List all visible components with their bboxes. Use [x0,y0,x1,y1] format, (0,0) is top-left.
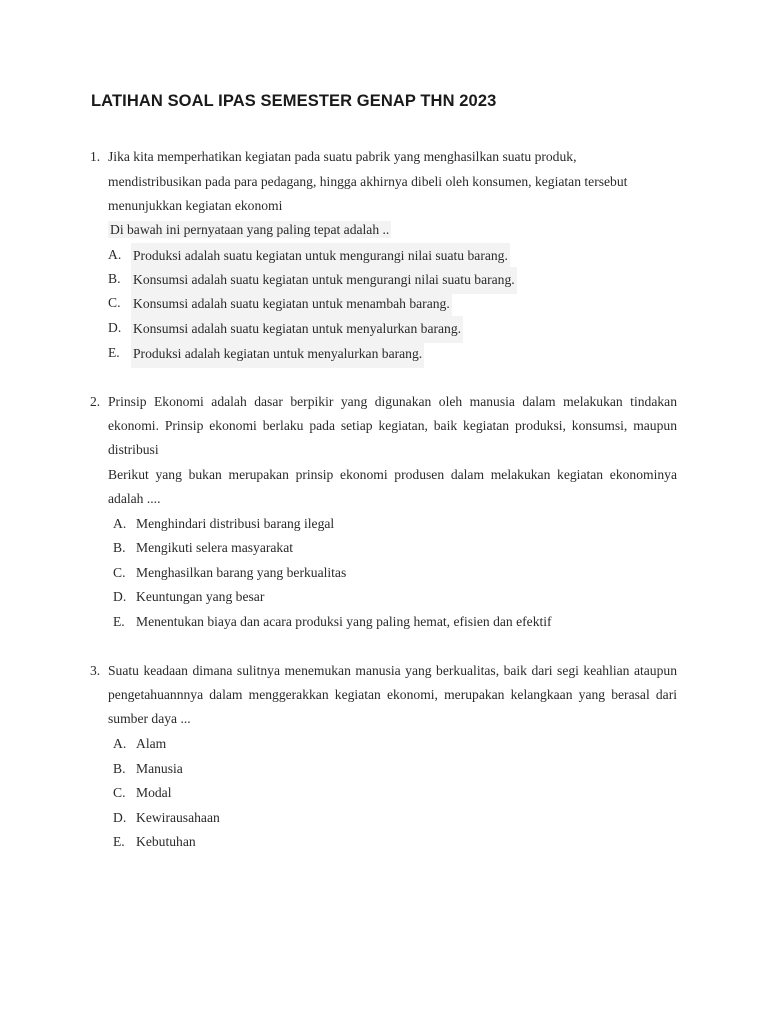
option-letter: A. [108,247,122,262]
question-text-line: sumber daya ... [108,711,191,726]
question-text-line: Prinsip Ekonomi adalah dasar berpikir yang digunakan oleh manusia dalam melakukan tindakan [108,394,677,409]
question-prompt [108,218,677,243]
option-text: Produksi adalah kegiatan untuk menyalurkan barang. [131,341,424,368]
option-text: Konsumsi adalah suatu kegiatan untuk menyalurkan barang. [131,316,463,343]
option-text: Kewirausahaan [136,810,220,825]
option-text: Menentukan biaya dan acara produksi yang paling hemat, efisien dan efektif [136,614,552,629]
option-letter: D. [113,810,127,825]
option-text: Konsumsi adalah suatu kegiatan untuk menambah barang. [131,291,452,318]
option-letter: C. [108,295,121,310]
question-text-line: mendistribusikan pada para pedagang, hingga akhirnya dibeli oleh konsumen, kegiatan tersebut [108,174,628,189]
option-letter: E. [113,834,125,849]
option-letter: B. [113,761,126,776]
option-letter: C. [113,565,126,580]
option-letter: A. [113,736,127,751]
question-text-line: pengetahuannnya dalam menggerakkan kegiatan ekonomi, merupakan kelangkaan yang berasal dari [108,687,677,702]
question-text-line: Suatu keadaan dimana sulitnya menemukan manusia yang berkualitas, baik dari segi keahlian ataupun [108,663,677,678]
option-text: Konsumsi adalah suatu kegiatan untuk mengurangi nilai suatu barang. [131,267,517,294]
question-prompt-text: Di bawah ini pernyataan yang paling tepat adalah .. [110,222,390,237]
question-number: 1. [90,149,101,164]
option-text: Modal [136,785,172,800]
option-text: Produksi adalah suatu kegiatan untuk mengurangi nilai suatu barang. [131,243,510,270]
question-prompt-end: adalah .... [108,491,161,506]
question-text-line: Jika kita memperhatikan kegiatan pada suatu pabrik yang menghasilkan suatu produk, [108,149,577,164]
option-letter: C. [113,785,126,800]
question-number: 3. [90,663,101,678]
option-letter: B. [108,271,121,286]
option-text: Menghindari distribusi barang ilegal [136,516,335,531]
option-letter: D. [113,589,127,604]
option-text: Keuntungan yang besar [136,589,265,604]
option-letter: E. [108,345,120,360]
option-letter: D. [108,320,122,335]
option-letter: E. [113,614,125,629]
question-number: 2. [90,394,101,409]
option-text: Menghasilkan barang yang berkualitas [136,565,347,580]
option-text: Manusia [136,761,183,776]
option-text: Alam [136,736,167,751]
option-text: Mengikuti selera masyarakat [136,540,294,555]
option-letter: B. [113,540,126,555]
question-prompt: Berikut yang bukan merupakan prinsip ekonomi produsen dalam melakukan kegiatan ekonominya [108,467,677,482]
question-text-line: distribusi [108,442,159,457]
option-letter: A. [113,516,127,531]
question-text-line: menunjukkan kegiatan ekonomi [108,198,283,213]
option-text: Kebutuhan [136,834,196,849]
question-text-line: ekonomi. Prinsip ekonomi berlaku pada setiap kegiatan, baik kegiatan produksi, konsumsi, maupun [108,418,677,433]
document-title: LATIHAN SOAL IPAS SEMESTER GENAP THN 2023 [91,92,497,110]
